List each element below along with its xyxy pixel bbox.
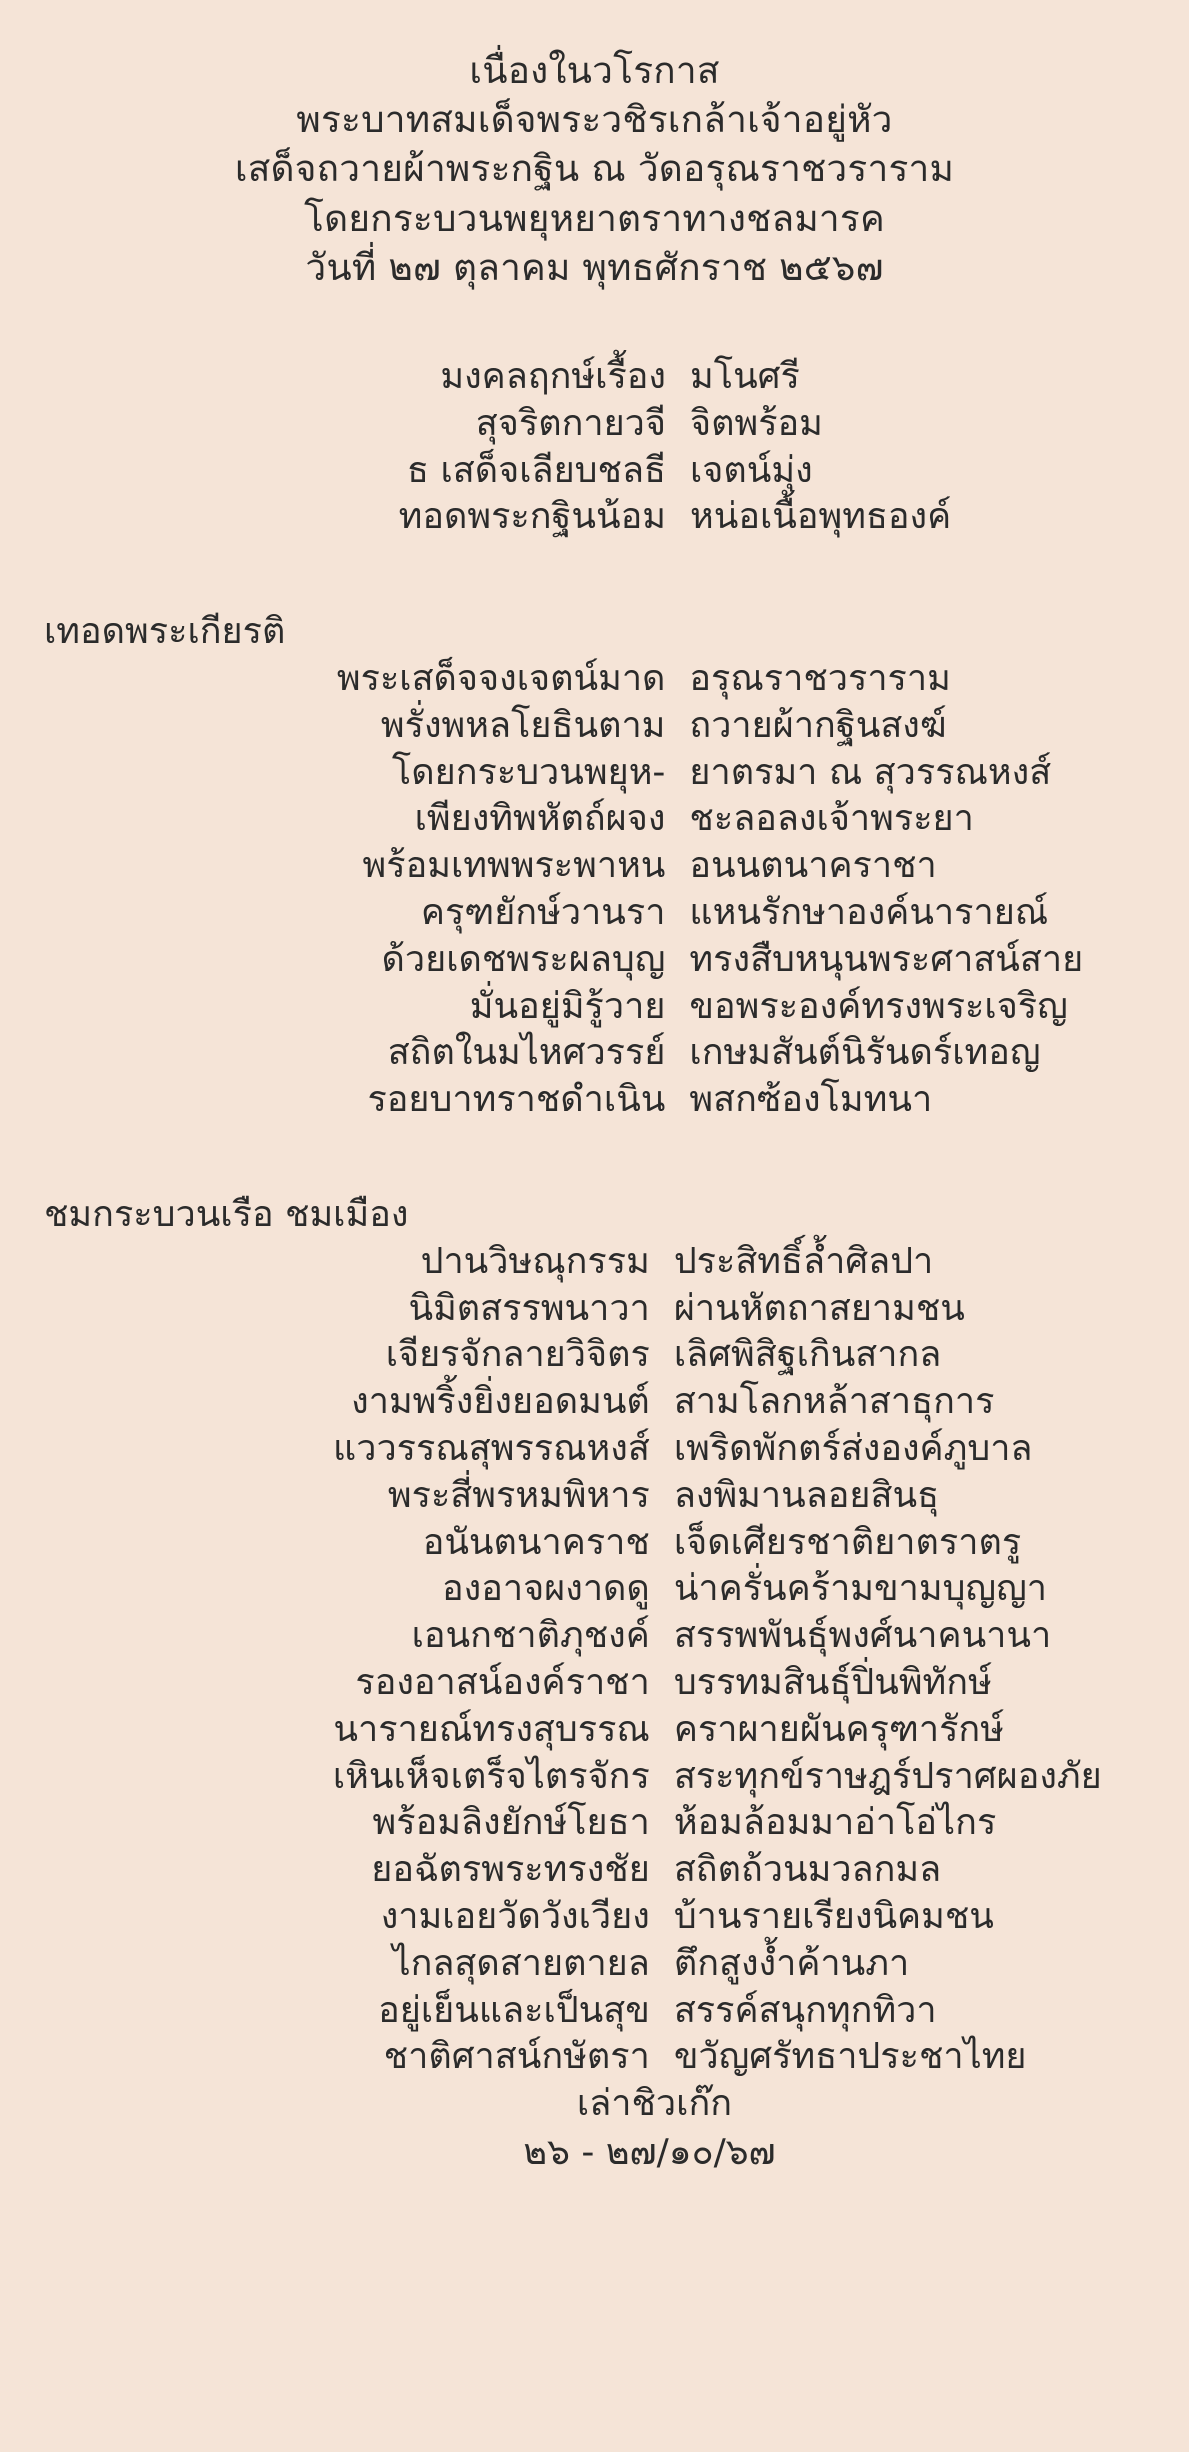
verse-col-b: เลิศพิสิฐเกินสากล bbox=[673, 1334, 942, 1376]
verse-col-a: ธ เสด็จเลียบชลธี bbox=[407, 449, 666, 491]
verse-col-b: ขวัญศรัทธาประชาไทย bbox=[673, 2036, 1027, 2078]
verse-col-b: ประสิทธิ์ล้ำศิลปา bbox=[673, 1240, 934, 1282]
verse-line bbox=[40, 1613, 1149, 1660]
verse-line bbox=[40, 1566, 1149, 1613]
verse-line bbox=[40, 1988, 1149, 2035]
verse-col-a: พร้อมเทพพระพาหน bbox=[362, 845, 666, 887]
spacer bbox=[40, 541, 1149, 593]
verse-col-b: ห้อมล้อมมาอ่าโอ่ไกร bbox=[673, 1802, 997, 1844]
verse-col-a: อนันตนาคราช bbox=[422, 1521, 650, 1563]
verse-col-b: มโนศรี bbox=[690, 356, 800, 398]
verse-col-b: ยาตรมา ณ สุวรรณหงส์ bbox=[689, 751, 1052, 793]
verse-col-a: พระเสด็จจงเจตน์มาด bbox=[336, 658, 666, 699]
verse-col-b: ผ่านหัตถาสยามชน bbox=[673, 1287, 965, 1329]
verse-body bbox=[40, 1239, 1149, 2081]
verse-col-b: แหนรักษาองค์นารายณ์ bbox=[689, 891, 1049, 933]
verse-line bbox=[40, 1800, 1149, 1847]
verse-col-a: งามพริ้งยิ่งยอดมนต์ bbox=[351, 1381, 650, 1423]
verse-col-a: มั่นอยู่มิรู้วาย bbox=[469, 985, 666, 1027]
verse-col-a: พร้อมลิงยักษ์โยธา bbox=[372, 1802, 650, 1844]
verse-line bbox=[40, 448, 1149, 495]
verse-col-b: ถวายผ้ากฐินสงฆ์ bbox=[689, 704, 947, 746]
header-line-3: เสด็จถวายผ้าพระกฐิน ณ วัดอรุณราชวราราม bbox=[234, 147, 955, 191]
verse-col-b: สถิตถ้วนมวลกมล bbox=[673, 1849, 942, 1891]
verse-line bbox=[40, 494, 1149, 541]
verse-col-a: ชาติศาสน์กษัตรา bbox=[383, 2036, 650, 2078]
verse-col-b: ชะลอลงเจ้าพระยา bbox=[689, 798, 974, 840]
verse-line bbox=[40, 890, 1149, 937]
verse-col-a: สุจริตกายวจี bbox=[475, 402, 666, 444]
verse-col-b: สระทุกข์ราษฎร์ปราศผองภัย bbox=[673, 1755, 1102, 1797]
verse-line bbox=[40, 1894, 1149, 1941]
verse-col-a: เอนกชาติภุชงค์ bbox=[411, 1615, 650, 1657]
verse-line bbox=[40, 1520, 1149, 1567]
verse-col-a: ปานวิษณุกรรม bbox=[420, 1240, 650, 1282]
verse-line bbox=[40, 750, 1149, 797]
verse-col-a: พรั่งพหลโยธินตาม bbox=[380, 704, 666, 746]
verse-col-a: เพียงทิพหัตถ์ผจง bbox=[414, 798, 666, 840]
stanza-two bbox=[40, 609, 1149, 1124]
verse-line bbox=[40, 1030, 1149, 1077]
verse-col-b: จิตพร้อม bbox=[690, 402, 823, 444]
verse-line bbox=[40, 1286, 1149, 1333]
header-line-2: พระบาทสมเด็จพระวชิรเกล้าเจ้าอยู่หัว bbox=[296, 98, 893, 142]
verse-col-b: ขอพระองค์ทรงพระเจริญ bbox=[689, 985, 1068, 1027]
verse-line bbox=[40, 1379, 1149, 1426]
signature-date: ๒๖ - ๒๗/๑๐/๖๗ bbox=[523, 2131, 776, 2173]
verse-col-b: เพริดพักตร์ส่งองค์ภูบาล bbox=[673, 1427, 1033, 1469]
verse-line bbox=[40, 2034, 1149, 2081]
verse-line bbox=[40, 656, 1149, 703]
stanza-one bbox=[40, 354, 1149, 541]
header-line-1: เนื่องในวโรกาส bbox=[469, 49, 720, 92]
verse-col-a: สถิตในมไหศวรรย์ bbox=[387, 1032, 666, 1074]
verse-line bbox=[40, 703, 1149, 750]
verse-col-a: โดยกระบวนพยุห- bbox=[391, 751, 666, 793]
verse-col-b: หน่อเนื้อพุทธองค์ bbox=[690, 496, 952, 538]
header-line-5: วันที่ ๒๗ ตุลาคม พุทธศักราช ๒๕๖๗ bbox=[305, 245, 884, 289]
verse-line bbox=[40, 1754, 1149, 1801]
spacer bbox=[40, 1124, 1149, 1176]
verse-col-b: เจ็ดเศียรชาติยาตราตรู bbox=[673, 1521, 1022, 1563]
verse-col-b: เกษมสันต์นิรันดร์เทอญ bbox=[689, 1032, 1041, 1074]
verse-col-b: อรุณราชวราราม bbox=[689, 658, 951, 699]
verse-col-a: มงคลฤกษ์เรื้อง bbox=[440, 356, 666, 398]
verse-line bbox=[40, 401, 1149, 448]
verse-col-b: ตึกสูงง้ำค้านภา bbox=[673, 1942, 910, 1984]
verse-col-b: ทรงสืบหนุนพระศาสน์สาย bbox=[689, 938, 1084, 980]
verse-col-b: สรรพพันธุ์พงศ์นาคนานา bbox=[673, 1615, 1052, 1657]
verse-col-a: ครุฑยักษ์วานรา bbox=[420, 891, 666, 933]
verse-line bbox=[40, 1332, 1149, 1379]
verse-col-a: งามเอยวัดวังเวียง bbox=[380, 1895, 650, 1937]
verse-col-b: อนนตนาคราชา bbox=[689, 845, 937, 887]
verse-col-b: บ้านรายเรียงนิคมชน bbox=[673, 1895, 994, 1937]
verse-col-a: ไกลสุดสายตายล bbox=[392, 1942, 650, 1984]
verse-line bbox=[40, 1239, 1149, 1286]
verse-line bbox=[40, 1941, 1149, 1988]
verse-col-b: ลงพิมานลอยสินธุ bbox=[673, 1474, 940, 1516]
verse-line bbox=[40, 984, 1149, 1031]
verse-col-a: เจียรจักลายวิจิตร bbox=[385, 1334, 650, 1376]
verse-col-a: ด้วยเดชพระผลบุญ bbox=[381, 938, 666, 980]
verse-line bbox=[40, 1077, 1149, 1124]
verse-col-a: นารายณ์ทรงสุบรรณ bbox=[333, 1708, 650, 1750]
signature-name: เล่าชิวเก๊ก bbox=[576, 2083, 733, 2125]
header-line-4: โดยกระบวนพยุหยาตราทางชลมารค bbox=[304, 196, 885, 240]
verse-line bbox=[40, 1847, 1149, 1894]
verse-line bbox=[40, 1707, 1149, 1754]
verse-col-b: สามโลกหล้าสาธุการ bbox=[673, 1381, 995, 1423]
verse-line bbox=[40, 937, 1149, 984]
stanza-three bbox=[40, 1192, 1149, 2081]
verse-line bbox=[40, 1660, 1149, 1707]
verse-col-a: อยู่เย็นและเป็นสุข bbox=[378, 1989, 650, 2031]
verse-line bbox=[40, 354, 1149, 401]
verse-col-a: แววรรณสุพรรณหงส์ bbox=[333, 1427, 650, 1469]
verse-body bbox=[40, 656, 1149, 1124]
verse-line bbox=[40, 1473, 1149, 1520]
verse-col-a: ทอดพระกฐินน้อม bbox=[398, 496, 666, 538]
verse-col-a: รองอาสน์องค์ราชา bbox=[355, 1661, 650, 1703]
verse-col-b: คราผายผันครุฑารักษ์ bbox=[673, 1708, 1004, 1750]
verse-col-a: รอยบาทราชดำเนิน bbox=[367, 1079, 666, 1121]
verse-line bbox=[40, 796, 1149, 843]
verse-col-a: ยอฉัตรพระทรงชัย bbox=[371, 1849, 650, 1891]
verse-col-a: นิมิตสรรพนาวา bbox=[408, 1287, 650, 1329]
verse-col-b: สรรค์สนุกทุกทิวา bbox=[673, 1989, 937, 2031]
section-title-chom: ชมกระบวนเรือ ชมเมือง bbox=[44, 1193, 409, 1235]
verse-col-b: เจตน์มุ่ง bbox=[690, 449, 813, 491]
verse-col-a: เหินเห็จเตร็จไตรจักร bbox=[332, 1755, 650, 1797]
verse-col-a: พระสี่พรหมพิหาร bbox=[387, 1474, 650, 1516]
page-title bbox=[40, 46, 1149, 292]
verse-col-a: องอาจผงาดดู bbox=[442, 1568, 650, 1610]
verse-col-b: พสกซ้องโมทนา bbox=[689, 1079, 933, 1121]
verse-line bbox=[40, 843, 1149, 890]
section-title-teod: เทอดพระเกียรติ bbox=[44, 611, 286, 653]
verse-line bbox=[40, 1426, 1149, 1473]
verse-col-b: บรรทมสินธุ์ปิ่นพิทักษ์ bbox=[673, 1661, 992, 1703]
verse-col-b: น่าครั่นคร้ามขามบุญญา bbox=[673, 1568, 1047, 1610]
